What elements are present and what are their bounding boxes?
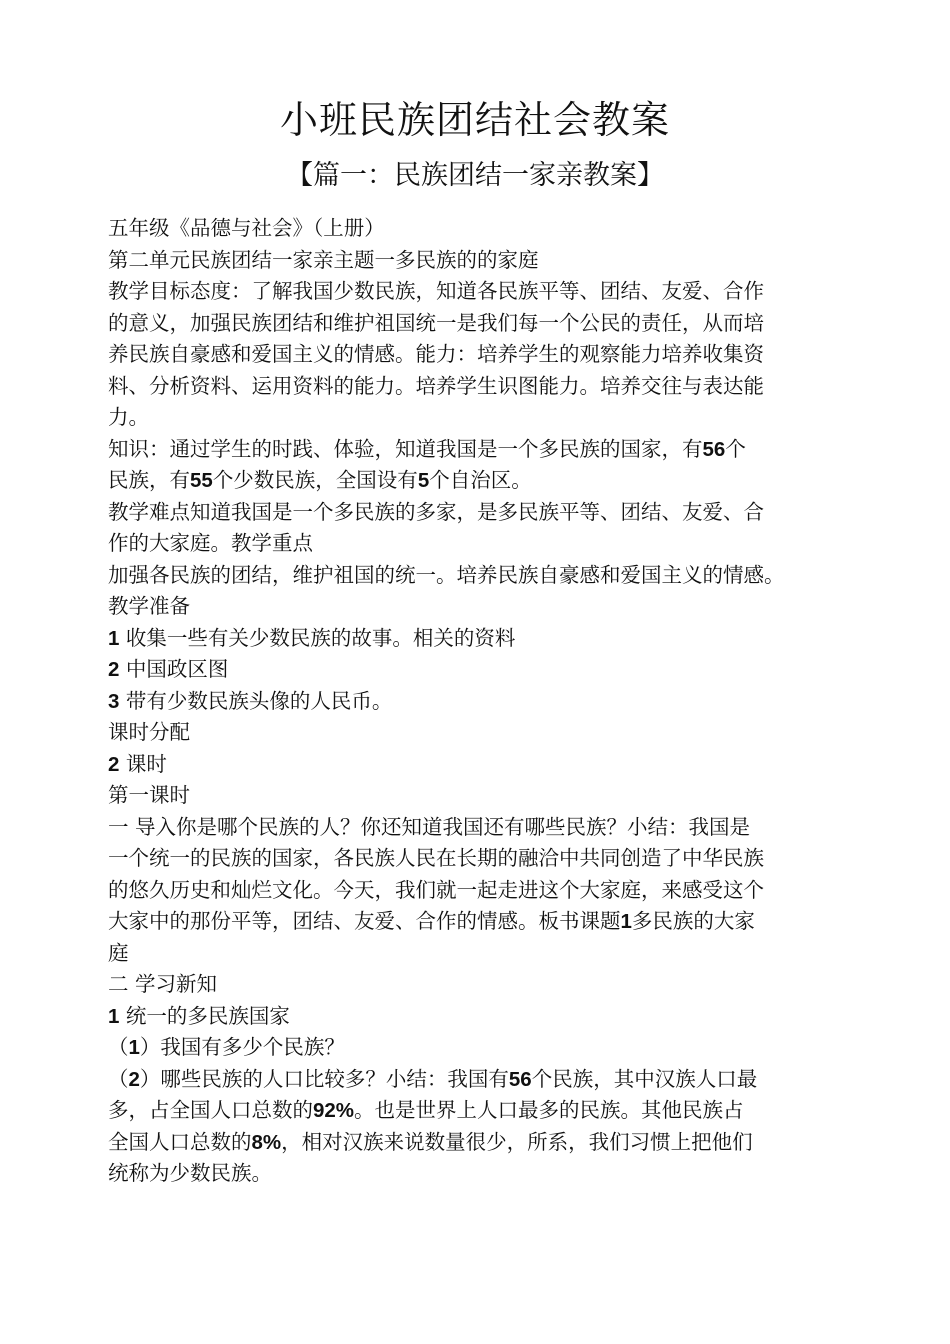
text-line [108,1064,868,1096]
inline-text: 二 学习新知 [108,972,218,996]
inline-text: 养民族自豪感和爱国主义的情感。能力：培养学生的观察能力培养收集资 [108,342,764,366]
inline-text: 料、分析资料、运用资料的能力。培养学生识图能力。培养交往与表达能 [108,373,764,398]
inline-text: 个民族，其中汉族人口最 [531,1066,758,1091]
inline-text: 中国政区图 [119,657,229,681]
text-line [108,1158,868,1190]
inline-number: 1 [108,1004,120,1028]
inline-text: 作的大家庭。教学重点 [108,531,313,555]
inline-text: 多民族的大家 [631,909,755,933]
inline-number: 1 [108,626,120,650]
inline-text: 五年级《品德与社会》（上册） [108,216,385,240]
text-line [108,339,868,371]
text-line [108,1127,868,1159]
inline-text: 收集一些有关少数民族的故事。相关的资料 [119,625,516,650]
inline-text: 庭 [108,940,129,965]
text-line [108,1032,868,1064]
text-line [108,686,868,718]
text-line [108,1001,868,1033]
inline-text: （ [108,1066,129,1091]
inline-text: 一 导入你是哪个民族的人？你还知道我国还有哪些民族？小结：我国是 [108,814,751,839]
text-line [108,402,868,434]
inline-text: 民族，有 [108,468,190,492]
text-line [108,371,868,403]
inline-text: 带有少数民族头像的人民币。 [119,688,393,713]
inline-number: 2 [128,1067,140,1091]
text-line [108,245,868,277]
text-line [108,528,868,560]
text-line [108,434,868,466]
text-line [108,308,868,340]
text-line [108,780,868,812]
inline-text: 第二单元民族团结一家亲主题一多民族的的家庭 [108,247,539,272]
inline-text: ）哪些民族的人口比较多？小结：我国有 [139,1066,509,1091]
text-line [108,843,868,875]
text-line [108,749,868,781]
inline-text: 的悠久历史和灿烂文化。今天，我们就一起走进这个大家庭，来感受这个 [108,877,764,902]
inline-text: 多，占全国人口总数的 [108,1098,313,1122]
inline-text: 全国人口总数的 [108,1129,252,1154]
document-body [108,213,868,1190]
document-title: 小班民族团结社会教案 [279,98,670,142]
inline-text: 知识：通过学生的时践、体验，知道我国是一个多民族的国家，有 [108,436,703,461]
inline-text: 课时分配 [108,720,190,744]
text-line [108,654,868,686]
text-line [108,591,868,623]
text-line [108,213,868,245]
inline-number: 5 [417,469,430,492]
text-line [108,465,868,497]
inline-text: 。也是世界上人口最多的民族。其他民族占 [354,1098,744,1122]
text-line [108,623,868,655]
inline-number: 3 [108,689,120,713]
inline-number: 1 [620,910,632,933]
text-line [108,969,868,1001]
inline-number: 8% [251,1130,282,1154]
inline-number: 56 [702,437,726,461]
inline-text: 教学准备 [108,594,190,618]
inline-number: 1 [128,1036,140,1059]
inline-text: ，相对汉族来说数量很少，所系，我们习惯上把他们 [281,1129,753,1154]
inline-text: 大家中的那份平等，团结、友爱、合作的情感。板书课题 [108,909,621,933]
text-line [108,276,868,308]
inline-text: （ [108,1035,129,1059]
document-subtitle: 【篇一：民族团结一家亲教案】 [286,160,664,191]
inline-number: 92% [313,1099,355,1122]
text-line [108,906,868,938]
inline-text: 统称为少数民族。 [108,1161,272,1185]
inline-text: 课时 [119,751,167,776]
inline-text: 教学目标态度：了解我国少数民族，知道各民族平等、团结、友爱、合作 [108,279,764,303]
inline-text: 的意义，加强民族团结和维护祖国统一是我们每一个公民的责任，从而培 [108,310,764,335]
text-line [108,560,868,592]
inline-text: 加强各民族的团结，维护祖国的统一。培养民族自豪感和爱国主义的情感。 [108,562,785,587]
inline-text: 第一课时 [108,783,190,807]
inline-text: 一个统一的民族的国家，各民族人民在长期的融洽中共同创造了中华民族 [108,846,764,870]
inline-text: 个自治区。 [429,468,532,492]
inline-number: 56 [508,1067,532,1091]
text-line [108,1095,868,1127]
text-line [108,938,868,970]
inline-number: 2 [108,752,120,776]
inline-text: 力。 [108,405,149,429]
inline-number: 2 [108,658,120,681]
inline-text: 统一的多民族国家 [119,1003,290,1028]
inline-number: 55 [190,469,213,492]
text-line [108,497,868,529]
inline-text: 个少数民族，全国设有 [212,468,418,492]
text-line [108,717,868,749]
inline-text: 教学难点知道我国是一个多民族的多家，是多民族平等、团结、友爱、合 [108,499,764,524]
text-line [108,812,868,844]
text-line [108,875,868,907]
inline-text: 个 [725,436,746,461]
inline-text: ）我国有多少个民族？ [139,1035,345,1059]
